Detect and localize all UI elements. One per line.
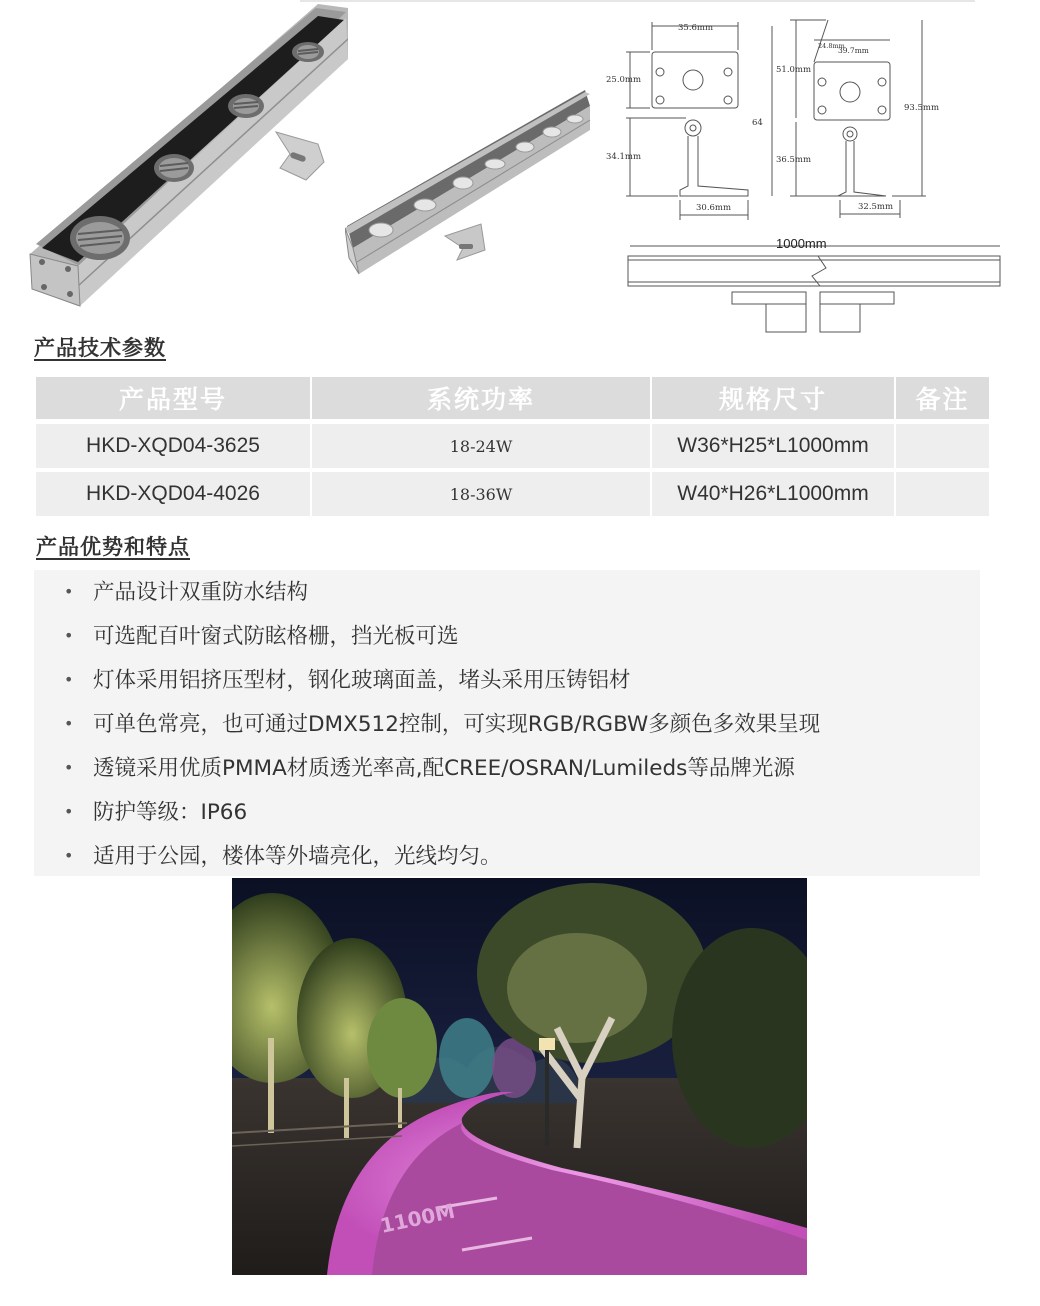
list-item [64, 797, 247, 828]
feature-text: 防护等级：IP66 [93, 800, 248, 825]
bullet-icon: • [64, 582, 74, 601]
dim-length: 1000mm [776, 236, 827, 251]
cell-size: W40*H26*L1000mm [652, 472, 894, 520]
col-header-size: 规格尺寸 [652, 377, 894, 424]
dim-total-side: 93.5mm [904, 103, 940, 113]
dim-bracket-width: 30.6mm [696, 203, 732, 213]
col-header-model: 产品型号 [36, 377, 310, 424]
col-header-note: 备注 [896, 377, 989, 424]
dim-bracket-width-side: 32.5mm [858, 202, 894, 212]
list-item [64, 709, 820, 740]
dim-width-top: 35.6mm [678, 23, 714, 33]
bullet-icon: • [64, 626, 74, 645]
dim-width-side: 39.7mm [838, 46, 869, 55]
list-item [64, 577, 308, 608]
col-header-power: 系统功率 [312, 377, 650, 424]
specs-heading: 产品技术参数 [34, 336, 166, 360]
dim-bracket-height: 34.1mm [606, 152, 642, 162]
cell-model: HKD-XQD04-4026 [36, 472, 310, 520]
cell-power: 18-24W [312, 424, 650, 472]
bullet-icon: • [64, 802, 74, 821]
feature-text: 适用于公园，楼体等外墙亮化，光线均匀。 [93, 844, 502, 869]
list-item [64, 753, 795, 784]
bullet-icon: • [64, 714, 74, 733]
cell-power: 18-36W [312, 472, 650, 520]
spec-table-header [36, 377, 989, 424]
dim-height-top: 25.0mm [606, 75, 642, 85]
cell-note [896, 424, 989, 472]
features-heading: 产品优势和特点 [36, 535, 190, 559]
cell-model: HKD-XQD04-3625 [36, 424, 310, 472]
dim-height-side: 51.0mm [776, 65, 812, 75]
list-item [64, 621, 459, 652]
dim-side-small: 24.8mm [818, 42, 845, 50]
bullet-icon: • [64, 670, 74, 689]
feature-text: 产品设计双重防水结构 [93, 580, 309, 605]
cell-size: W36*H25*L1000mm [652, 424, 894, 472]
table-row [36, 424, 989, 472]
feature-text: 灯体采用铝挤压型材，钢化玻璃面盖，堵头采用压铸铝材 [93, 668, 631, 693]
bullet-icon: • [64, 758, 74, 777]
top-divider [300, 0, 975, 2]
wall-washer-bar-small-image [345, 88, 590, 288]
list-item [64, 841, 502, 872]
path-marking: 1100M [378, 1198, 457, 1238]
feature-list [34, 570, 980, 876]
feature-text: 透镜采用优质PMMA材质透光率高,配CREE/OSRAN/Lumileds等品牌光源 [93, 756, 795, 781]
table-row [36, 472, 989, 520]
technical-dimension-drawing [600, 10, 1010, 335]
feature-text: 可选配百叶窗式防眩格栅，挡光板可选 [93, 624, 459, 649]
dim-total-height: 64 [752, 118, 763, 128]
wall-washer-bar-large-image [28, 4, 348, 314]
feature-text: 可单色常亮，也可通过DMX512控制，可实现RGB/RGBW多颜色多效果呈现 [93, 712, 821, 737]
list-item [64, 665, 631, 696]
night-park-path-photo [232, 878, 807, 1275]
spec-table [34, 377, 991, 520]
cell-note [896, 472, 989, 520]
dim-bracket-side: 36.5mm [776, 155, 812, 165]
bullet-icon: • [64, 846, 74, 865]
